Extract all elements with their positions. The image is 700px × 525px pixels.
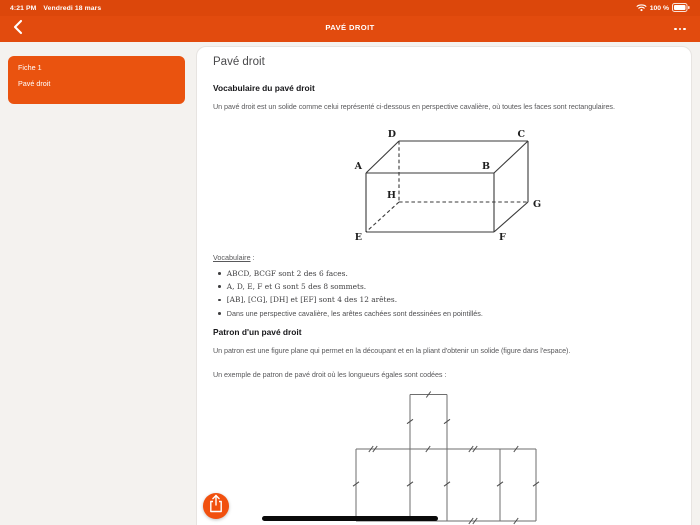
nav-title: PAVÉ DROIT <box>325 23 375 32</box>
page-title: Pavé droit <box>213 56 265 68</box>
more-options-button[interactable] <box>670 19 690 39</box>
vertex-label-a: A <box>354 161 362 172</box>
vertex-label-e: E <box>354 232 362 243</box>
fiche-subtitle: Pavé droit <box>18 78 51 88</box>
app-header <box>0 0 700 42</box>
status-bar <box>0 0 700 16</box>
net-edges <box>356 395 536 522</box>
vertex-label-b: B <box>481 161 490 172</box>
share-ios-icon <box>203 491 229 522</box>
clock: 4:21 PM <box>10 4 37 12</box>
ellipsis-icon <box>674 28 677 31</box>
list-item: [AB], [CG], [DH] et [EF] sont 4 des 12 arêtes. <box>213 296 483 304</box>
patron-paragraph-1: Un patron est une figure plane qui permet en la découpant et en la pliant d'obtenir un solide (figure dans l'espace). <box>213 346 571 355</box>
list-item: A, D, E, F et G sont 5 des 8 sommets. <box>213 283 483 291</box>
vertex-label-d: D <box>387 129 396 140</box>
battery-percent: 100 % <box>649 4 669 12</box>
bullet-dot <box>218 272 221 275</box>
net-tick-marks <box>353 392 539 525</box>
vocab-label: Vocabulaire : <box>213 253 255 262</box>
vertex-label-f: F <box>499 232 506 243</box>
section-heading-patron: Patron d'un pavé droit <box>213 327 302 337</box>
bullet-dot <box>218 285 221 288</box>
fiche-label: Fiche 1 <box>18 63 42 72</box>
vertex-label-g: G <box>533 199 542 210</box>
section-heading-vocabulaire: Vocabulaire du pavé droit <box>213 83 315 93</box>
vertex-label-h: H <box>387 190 396 201</box>
vocab-bullet-list <box>213 270 483 323</box>
intro-paragraph: Un pavé droit est un solide comme celui représenté ci-dessous en perspective cavalière, où toutes les faces sont rectangulaires. <box>213 102 615 111</box>
sidebar-item-fiche-1[interactable] <box>8 56 185 104</box>
cuboid-hidden-edges <box>366 141 528 232</box>
list-item: Dans une perspective cavalière, les arêtes cachées sont dessinées en pointillés. <box>213 310 483 318</box>
vertex-label-c: C <box>517 129 525 140</box>
patron-net-figure <box>346 391 546 525</box>
home-indicator[interactable] <box>262 516 438 521</box>
cuboid-figure <box>341 119 551 247</box>
cuboid-solid-edges <box>366 141 528 232</box>
patron-paragraph-2: Un exemple de patron de pavé droit où les longueurs égales sont codées : <box>213 370 447 379</box>
share-button[interactable] <box>203 493 229 519</box>
wifi-icon <box>636 3 647 14</box>
bullet-dot <box>218 299 221 302</box>
bullet-dot <box>218 312 221 315</box>
list-item: ABCD, BCGF sont 2 des 6 faces. <box>213 270 483 278</box>
nav-bar <box>0 16 700 42</box>
content-card <box>196 46 692 525</box>
battery-full-icon <box>672 3 690 14</box>
date: Vendredi 18 mars <box>43 4 102 12</box>
